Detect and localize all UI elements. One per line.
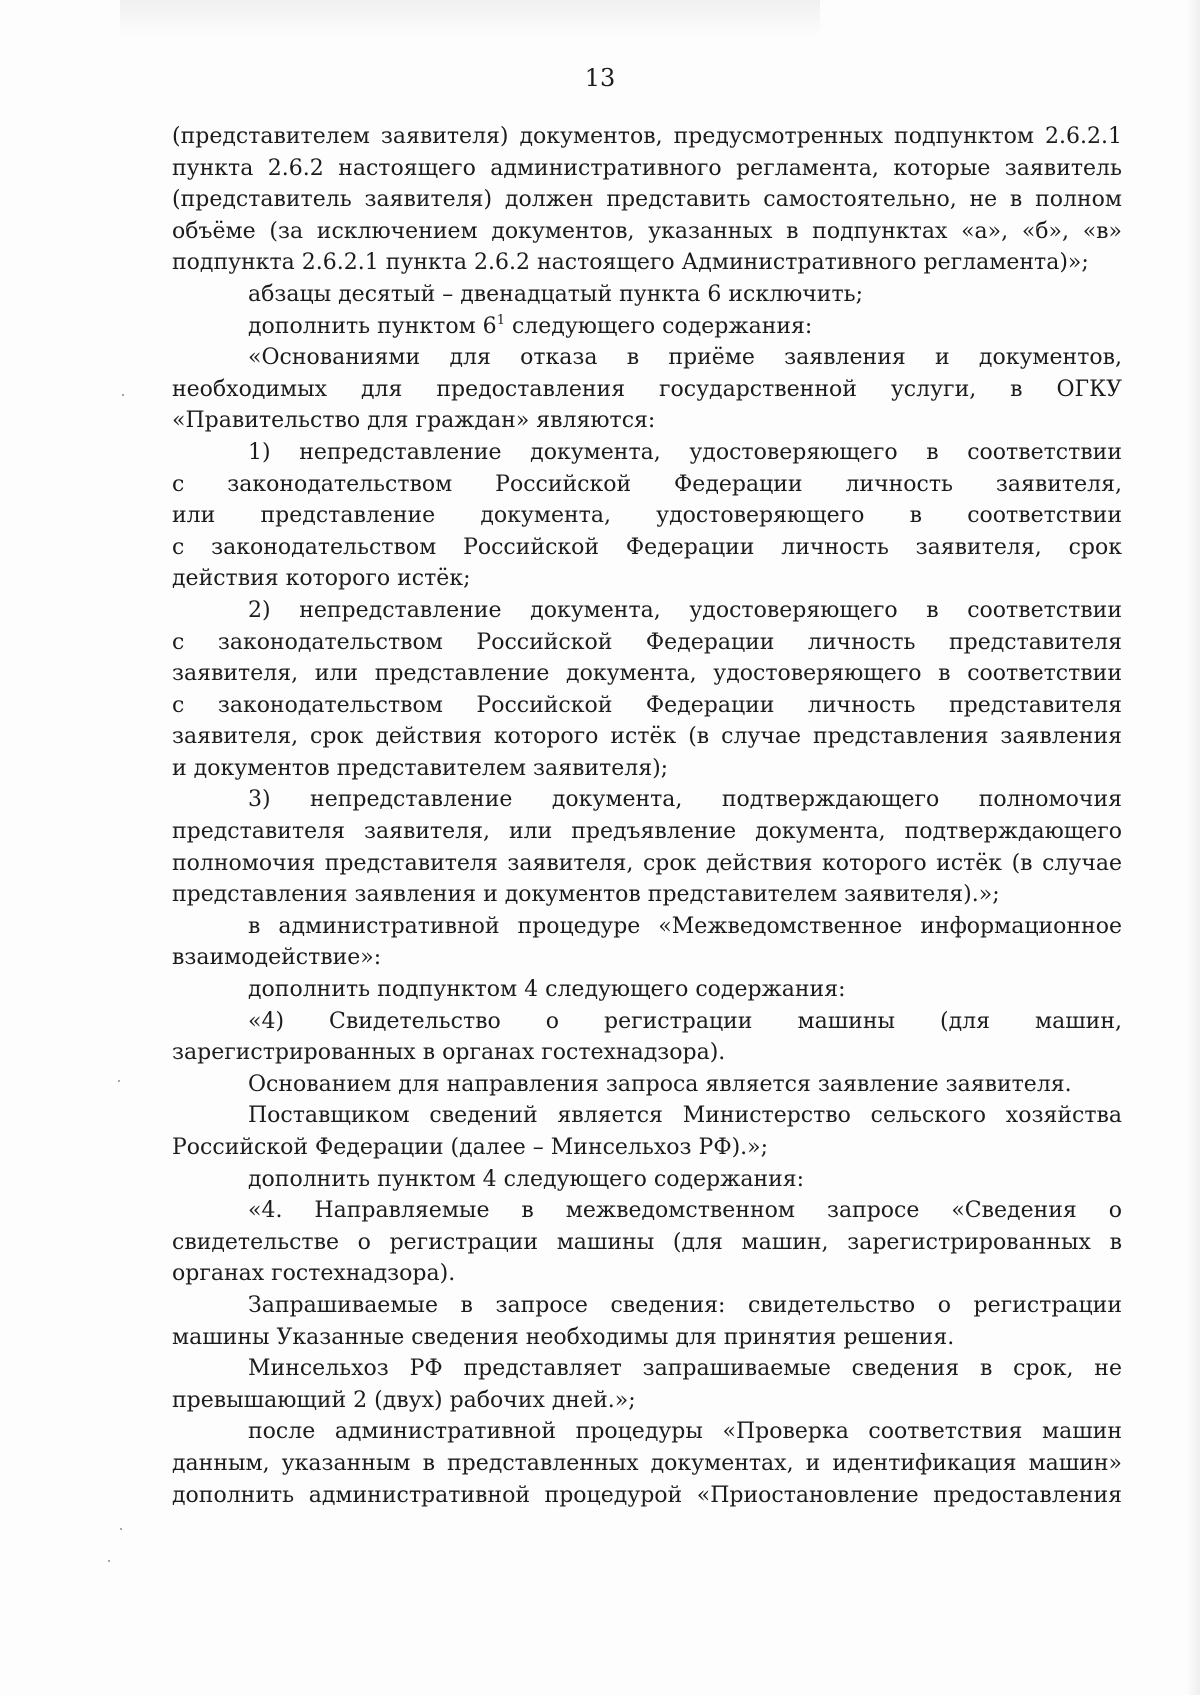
- text-line: представления заявления и документов представителем заявителя).»;: [172, 882, 1000, 908]
- text-line: дополнить пунктом 4 следующего содержания:: [248, 1166, 805, 1192]
- text-line: (представитель заявителя) должен представить самостоятельно, не в полном: [172, 187, 1122, 213]
- text-line: подпункта 2.6.2.1 пункта 2.6.2 настоящего Административного регламента)»;: [172, 250, 1089, 276]
- scan-shadow: [120, 0, 820, 38]
- text-line: Поставщиком сведений является Министерство сельского хозяйства: [248, 1103, 1122, 1129]
- scan-edge: [1186, 0, 1200, 1695]
- text-line: превышающий 2 (двух) рабочих дней.»;: [172, 1387, 636, 1413]
- text-line: с законодательством Российской Федерации личность заявителя, срок: [172, 534, 1122, 560]
- text-line: зарегистрированных в органах гостехнадзора).: [172, 1040, 726, 1066]
- text-line: 3) непредставление документа, подтверждающего полномочия: [248, 787, 1122, 813]
- document-body: [172, 121, 1122, 1511]
- text-line: пункта 2.6.2 настоящего административного регламента, которые заявитель: [172, 155, 1122, 181]
- text-line: объёме (за исключением документов, указанных в подпунктах «а», «б», «в»: [172, 218, 1122, 244]
- superscript-index: 1: [496, 312, 505, 328]
- text-line: с законодательством Российской Федерации личность представителя: [172, 629, 1122, 655]
- scan-speck: [120, 1528, 122, 1530]
- scan-speck: [122, 394, 124, 396]
- scan-speck: [118, 1080, 120, 1082]
- text-line: необходимых для предоставления государственной услуги, в ОГКУ: [172, 376, 1122, 402]
- text-line-segment: следующего содержания:: [504, 313, 813, 339]
- text-line: представителя заявителя, или предъявление документа, подтверждающего: [172, 819, 1122, 845]
- text-line: 1) непредставление документа, удостоверяющего в соответствии: [248, 439, 1122, 465]
- text-line: «4) Свидетельство о регистрации машины (для машин,: [248, 1008, 1122, 1034]
- text-line: и документов представителем заявителя);: [172, 755, 669, 781]
- text-line: 2) непредставление документа, удостоверяющего в соответствии: [248, 597, 1122, 623]
- text-line: «4. Направляемые в межведомственном запросе «Сведения о: [248, 1198, 1122, 1224]
- text-line: или представление документа, удостоверяющего в соответствии: [172, 503, 1122, 529]
- text-line-segment: дополнить пунктом 6: [248, 313, 497, 339]
- text-line: Запрашиваемые в запросе сведения: свидетельство о регистрации: [248, 1292, 1122, 1318]
- text-line: (представителем заявителя) документов, предусмотренных подпунктом 2.6.2.1: [172, 124, 1122, 149]
- text-line: Российской Федерации (далее – Минсельхоз РФ).»;: [172, 1135, 769, 1160]
- text-line: полномочия представителя заявителя, срок действия которого истёк (в случае: [172, 850, 1122, 876]
- text-line: свидетельстве о регистрации машины (для машин, зарегистрированных в: [172, 1229, 1122, 1255]
- text-line: органах гостехнадзора).: [172, 1261, 456, 1287]
- text-line: заявителя, срок действия которого истёк (в случае представления заявления: [172, 724, 1122, 750]
- text-line: после административной процедуры «Проверка соответствия машин: [248, 1419, 1122, 1445]
- text-line: Основанием для направления запроса является заявление заявителя.: [248, 1071, 1072, 1097]
- text-line: «Правительство для граждан» являются:: [172, 408, 656, 434]
- text-line: данным, указанным в представленных документах, и идентификация машин»: [172, 1450, 1122, 1476]
- text-line: с законодательством Российской Федерации личность заявителя,: [172, 471, 1122, 497]
- scan-speck: [108, 1560, 110, 1562]
- text-line: дополнить административной процедурой «Приостановление предоставления: [172, 1482, 1122, 1508]
- text-line: [172, 311, 1122, 343]
- text-line: действия которого истёк;: [172, 566, 471, 592]
- text-line: «Основаниями для отказа в приёме заявления и документов,: [248, 345, 1122, 371]
- text-line: дополнить подпунктом 4 следующего содержания:: [248, 977, 846, 1003]
- text-line: Минсельхоз РФ представляет запрашиваемые сведения в срок, не: [248, 1356, 1122, 1382]
- text-line: машины Указанные сведения необходимы для принятия решения.: [172, 1324, 955, 1350]
- text-line: в административной процедуре «Межведомственное информационное: [248, 913, 1122, 939]
- text-line: с законодательством Российской Федерации личность представителя: [172, 692, 1122, 718]
- text-line: заявителя, или представление документа, удостоверяющего в соответствии: [172, 661, 1122, 687]
- text-line: абзацы десятый – двенадцатый пункта 6 исключить;: [248, 281, 864, 307]
- page-number: 13: [584, 64, 616, 92]
- text-line: взаимодействие»:: [172, 945, 382, 971]
